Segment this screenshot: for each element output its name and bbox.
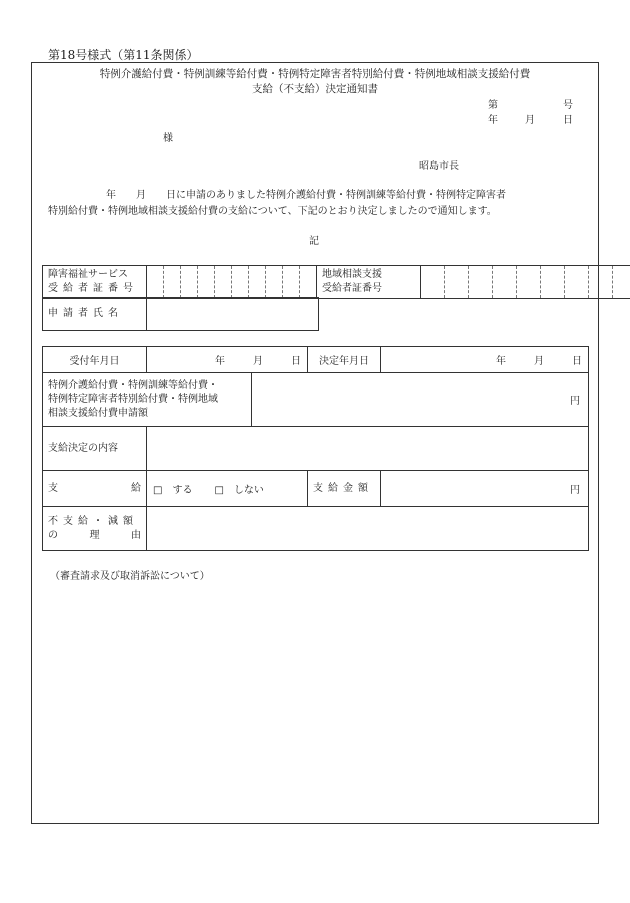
- service-number-digit[interactable]: [215, 266, 232, 299]
- body-text-line-1: 年 月 日に申請のありました特例介護給付費・特例訓練等給付費・特例特定障害者: [106, 190, 506, 201]
- body-text-line-2: 特別給付費・特例地域相談支援給付費の支給について、下記のとおり決定しましたので通知します。: [48, 206, 497, 217]
- issue-month-label: 月: [525, 115, 535, 126]
- payment-amount-yen: 円: [570, 485, 580, 496]
- decision-date-field[interactable]: [381, 347, 589, 373]
- consult-number-digit[interactable]: [517, 266, 541, 299]
- service-number-digit[interactable]: [232, 266, 249, 299]
- consult-number-digit[interactable]: [445, 266, 469, 299]
- applied-amount-field[interactable]: [252, 373, 589, 427]
- reason-field[interactable]: [147, 507, 589, 551]
- applicant-name-field[interactable]: [147, 298, 319, 331]
- received-date-year: 年: [215, 356, 225, 367]
- service-number-digit[interactable]: [300, 266, 317, 299]
- received-date-month: 月: [253, 356, 263, 367]
- issue-day-label: 日: [563, 115, 573, 126]
- document-title-line-2: 支給（不支給）決定通知書: [252, 83, 378, 95]
- applied-amount-yen: 円: [570, 396, 580, 407]
- consult-number-digit[interactable]: [541, 266, 565, 299]
- service-number-digit[interactable]: [283, 266, 300, 299]
- consult-number-digit[interactable]: [493, 266, 517, 299]
- consult-recipient-number-label: 地域相談支援 受給者証番号: [317, 266, 421, 299]
- applicant-table: [42, 297, 319, 331]
- payment-label: 支 給: [43, 471, 147, 507]
- service-number-digit[interactable]: [266, 266, 283, 299]
- issue-year-label: 年: [488, 115, 498, 126]
- received-date-label: 受付年月日: [43, 347, 147, 373]
- consult-number-digit[interactable]: [589, 266, 613, 299]
- consult-number-digit[interactable]: [613, 266, 630, 299]
- service-recipient-number-label: 障害福祉サービス 受給者証番号: [43, 266, 147, 299]
- decision-date-label: 決定年月日: [308, 347, 381, 373]
- consult-number-digit[interactable]: [565, 266, 589, 299]
- reason-label: 不支給・減額 の 理 由: [43, 507, 147, 551]
- addressee-suffix: 様: [163, 133, 173, 144]
- service-number-digit[interactable]: [147, 266, 164, 299]
- received-date-field[interactable]: [147, 347, 308, 373]
- received-date-day: 日: [291, 356, 301, 367]
- consult-number-digit[interactable]: [421, 266, 445, 299]
- decision-table: [42, 346, 589, 551]
- document-number-suffix: 号: [563, 100, 573, 111]
- payment-option-no[interactable]: □ しない: [214, 485, 264, 496]
- decision-date-year: 年: [496, 356, 506, 367]
- payment-option-yes[interactable]: □ する: [153, 485, 193, 496]
- decision-content-label: 支給決定の内容: [43, 427, 147, 471]
- ki-heading: 記: [309, 236, 319, 247]
- appeal-note: （審査請求及び取消訴訟について）: [50, 571, 210, 582]
- consult-number-digit[interactable]: [469, 266, 493, 299]
- service-number-digit[interactable]: [249, 266, 266, 299]
- applied-amount-label: 特例介護給付費・特例訓練等給付費・ 特例特定障害者特別給付費・特例地域 相談支援給付費申請額: [43, 373, 252, 427]
- payment-amount-field[interactable]: [381, 471, 589, 507]
- applicant-name-label: 申請者氏名: [43, 298, 147, 331]
- id-table: [42, 265, 630, 299]
- service-number-digit[interactable]: [198, 266, 215, 299]
- document-title-line-1: 特例介護給付費・特例訓練等給付費・特例特定障害者特別給付費・特例地域相談支援給付費: [99, 68, 531, 80]
- payment-options: [147, 471, 308, 507]
- form-code: 第18号様式（第11条関係）: [48, 48, 199, 62]
- payment-amount-label: 支給金額: [308, 471, 381, 507]
- service-number-digit[interactable]: [164, 266, 181, 299]
- issuer-name: 昭島市長: [419, 161, 459, 172]
- decision-content-field[interactable]: [147, 427, 589, 471]
- service-number-digit[interactable]: [181, 266, 198, 299]
- document-number-prefix: 第: [488, 100, 498, 111]
- decision-date-month: 月: [534, 356, 544, 367]
- decision-date-day: 日: [572, 356, 582, 367]
